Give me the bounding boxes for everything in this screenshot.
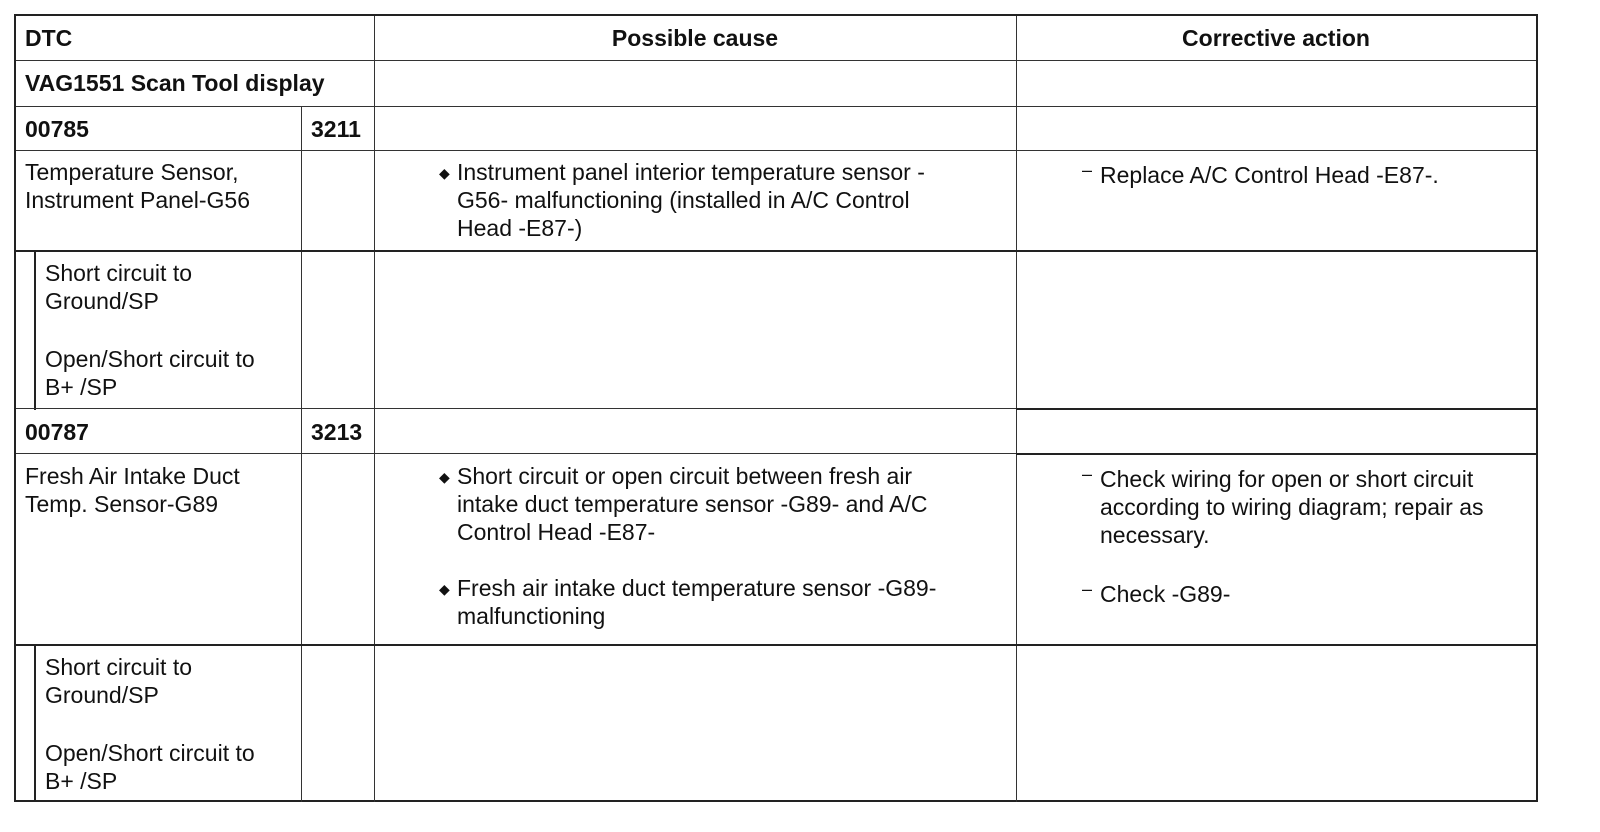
fault-type-list: Short circuit to Ground/SP Open/Short circuit to B+ /SP <box>45 654 255 794</box>
bullet-icon: ◆ <box>439 581 450 597</box>
dtc-code: 00785 <box>25 116 89 142</box>
row-divider <box>16 644 1536 646</box>
bullet-icon: ◆ <box>439 165 450 181</box>
row-divider <box>1016 453 1536 455</box>
dtc-code: 00787 <box>25 419 89 445</box>
corrective-action-item: Check -G89- <box>1100 581 1231 607</box>
fault-type-list: Short circuit to Ground/SP Open/Short circuit to B+ /SP <box>45 260 255 400</box>
scan-tool-label: VAG1551 Scan Tool display <box>25 70 325 96</box>
dtc-code-secondary: 3211 <box>311 116 361 142</box>
sub-indent-bar <box>34 644 36 802</box>
row-divider <box>16 60 1536 61</box>
dtc-table <box>14 14 1538 802</box>
possible-cause-item: Instrument panel interior temperature sensor - G56- malfunctioning (installed in A/C Control Head -E87-) <box>457 159 925 241</box>
corrective-action-item: Check wiring for open or short circuit according to wiring diagram; repair as necessary. <box>1100 466 1484 548</box>
header-possible-cause: Possible cause <box>611 25 779 51</box>
dtc-code-secondary: 3213 <box>311 419 363 445</box>
sub-indent-bar <box>34 250 36 410</box>
corrective-action-item: Replace A/C Control Head -E87-. <box>1100 162 1439 188</box>
row-divider <box>16 106 1536 107</box>
component-name: Fresh Air Intake Duct Temp. Sensor-G89 <box>25 463 240 517</box>
row-divider <box>1016 408 1536 410</box>
component-name: Temperature Sensor, Instrument Panel-G56 <box>25 159 251 213</box>
bullet-icon: ◆ <box>439 469 450 485</box>
col-divider-code2 <box>301 106 302 802</box>
dash-icon: – <box>1082 579 1093 599</box>
possible-cause-item: Short circuit or open circuit between fresh air intake duct temperature sensor -G89- and A/C Control Head -E87- <box>457 463 928 545</box>
col-divider-cause <box>374 16 375 802</box>
header-dtc: DTC <box>25 25 73 51</box>
dash-icon: – <box>1082 160 1093 180</box>
possible-cause-item: Fresh air intake duct temperature sensor -G89- malfunctioning <box>457 575 937 629</box>
row-divider <box>16 250 1536 252</box>
row-divider <box>16 150 1536 151</box>
dash-icon: – <box>1082 464 1093 484</box>
header-corrective-action: Corrective action <box>1182 25 1370 51</box>
